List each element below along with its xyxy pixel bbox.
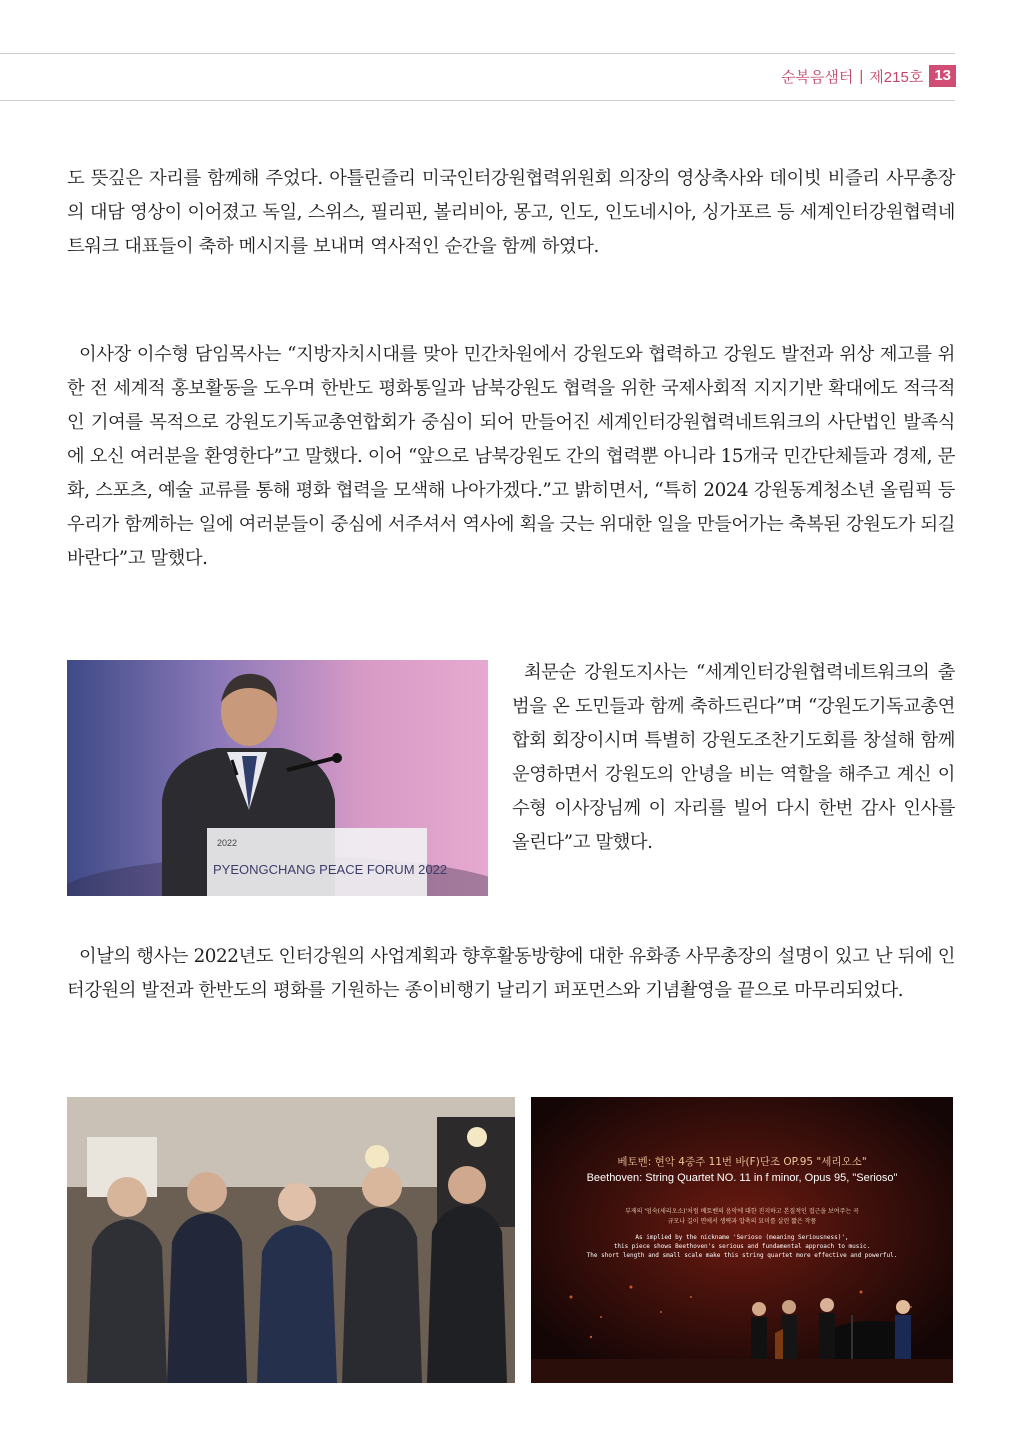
paragraph-2: 이사장 이수형 담임목사는 “지방자치시대를 맞아 민간차원에서 강원도와 협력하고 강원도 발전과 위상 제고를 위한 전 세계적 홍보활동을 도우며 한반도 평화통일과 남북강원도 협력을 위한 국제사회적 지지기반 확대에도 적극적인 기여를 목적으로 강원도기독교총연합회가 중심이 되어 만들어진 세계인터강원협력네트워크의 사단법인 발족식에 오신 여러분을 환영한다”고 말했다. 이어 “앞으로 남북강원도 간의 협력뿐 아니라 15개국 민간단체들과 경제, 문화, 스포츠, 예술 교류를 통해 평화 협력을 모색해 나아가겠다.”고 밝히면서, “특히 2024 강원동계청소년 올림픽 등 우리가 함께하는 일에 여러분들이 중심에 서주셔서 역사에 획을 긋는 위대한 일을 만들어가는 축복된 강원도가 되길 바란다”고 말했다. [67, 344, 955, 569]
concert-caption-ko-2: 규모나 길이 면에서 생략과 압축의 묘미를 살린 짧은 작품 [667, 1218, 817, 1225]
header-separator: | [859, 67, 864, 85]
concert-caption-en-2: this piece shows Beethoven's serious and fundamental approach to music. [613, 1243, 871, 1250]
concert-caption-en-1: As implied by the nickname 'Serioso (meaning Seriousness)', [635, 1234, 849, 1241]
header-bottom-rule [0, 100, 955, 101]
concert-title-korean: 베토벤: 현악 4중주 11번 바(F)단조 OP.95 "세리오소" [617, 1156, 867, 1168]
paragraph-3: 최문순 강원도지사는 “세계인터강원협력네트워크의 출범을 온 도민들과 함께 축하드린다”며 “강원도기독교총연합회 회장이시며 특별히 강원도조찬기도회를 창설해 함께 운영하면서 강원도의 안녕을 비는 역할을 해주고 계신 이수형 이사장님께 이 자리를 빌어 다시 한번 감사 인사를 올린다”고 말했다. [512, 662, 955, 853]
speech-photo [67, 660, 488, 896]
concert-title-english: Beethoven: String Quartet NO. 11 in f minor, Opus 95, "Serioso" [586, 1172, 898, 1184]
paragraph-4: 이날의 행사는 2022년도 인터강원의 사업계획과 향후활동방향에 대한 유화종 사무총장의 설명이 있고 난 뒤에 인터강원의 발전과 한반도의 평화를 기원하는 종이비행기 날리기 퍼포먼스와 기념촬영을 끝으로 마무리되었다. [67, 946, 955, 1001]
podium-year: 2022 [217, 838, 238, 848]
group-photo [67, 1097, 515, 1383]
podium-forum-title: PYEONGCHANG PEACE FORUM 2022 [213, 862, 448, 877]
page-header [781, 64, 956, 88]
concert-caption-en-3: The short length and small scale make this string quartet more effective and powerful. [586, 1252, 898, 1259]
paragraph-1: 도 뜻깊은 자리를 함께해 주었다. 아틀린즐리 미국인터강원협력위원회 의장의 영상축사와 데이빗 비즐리 사무총장의 대담 영상이 이어졌고 독일, 스위스, 필리핀, 볼리비아, 몽고, 인도, 인도네시아, 싱가포르 등 세계인터강원협력네트워크 대표들이 축하 메시지를 보내며 역사적인 순간을 함께 하였다. [67, 168, 955, 257]
header-top-rule [0, 53, 955, 54]
issue-number: 제215호 [869, 68, 924, 86]
concert-photo [531, 1097, 953, 1383]
concert-caption-ko-1: 부제의 '엄숙(세리오소)'처럼 베토벤의 음악에 대한 진지하고 본질적인 접근을 보여주는 곡 [625, 1208, 859, 1215]
page-number: 13 [929, 65, 956, 87]
magazine-title: 순복음샘터 [780, 68, 854, 86]
